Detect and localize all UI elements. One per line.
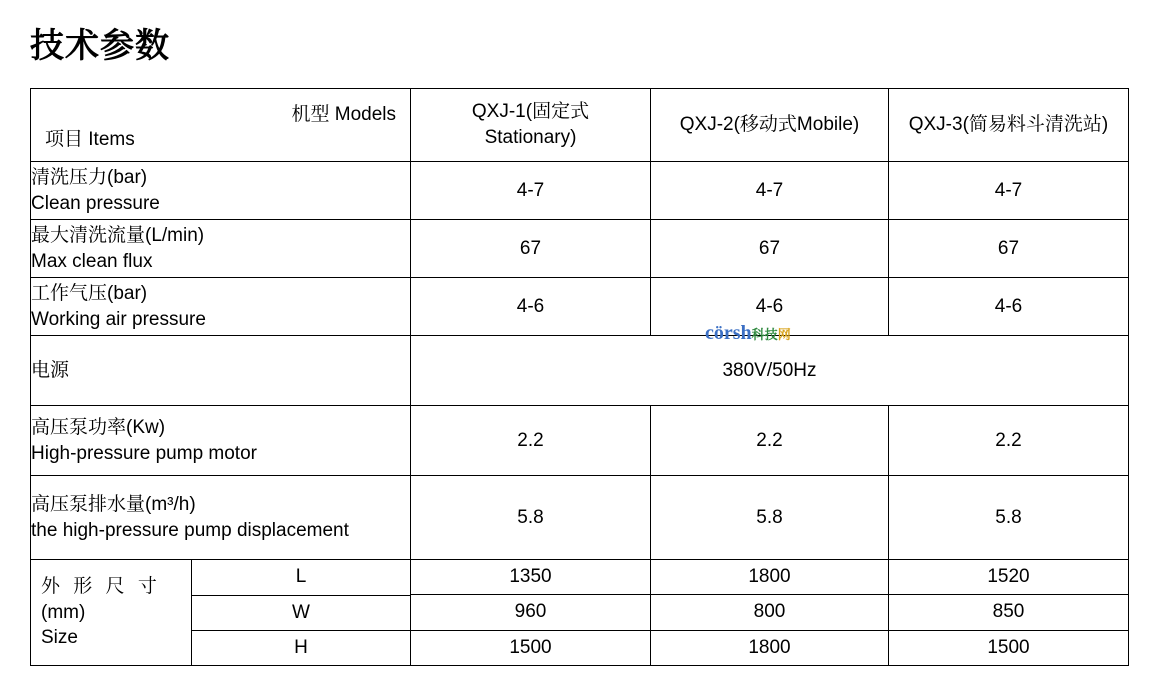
page-title: 技术参数 [30, 27, 170, 65]
cell-size-l-m2: 1800 [651, 560, 889, 595]
cell-size-w-m3: 850 [889, 595, 1129, 630]
cell-clean-pressure-m2: 4-7 [651, 162, 889, 220]
cell-size-l-m1: 1350 [411, 560, 651, 595]
table-header-row [31, 89, 1129, 162]
dim-letter-l: L [192, 560, 410, 595]
header-model-1 [411, 89, 651, 162]
cell-max-clean-flux-m1: 67 [411, 220, 651, 278]
table-row [31, 406, 1129, 476]
header-models-label: 机型 Models [291, 104, 396, 125]
row-label-pump-motor [31, 406, 411, 476]
row-label-pump-displacement [31, 476, 411, 560]
header-model-2-line-1: QXJ-2(移动式Mobile) [679, 114, 860, 136]
cell-clean-pressure-m1: 4-7 [411, 162, 651, 220]
row-label-power-supply [31, 336, 411, 406]
cell-pump-motor-m3: 2.2 [889, 406, 1129, 476]
size-dim-letters-cell [192, 560, 411, 665]
cell-size-w-m1: 960 [411, 595, 651, 630]
header-model-1-line-2: Stationary) [484, 127, 577, 148]
row-label-en: Max clean flux [31, 250, 153, 272]
header-items-models-cell [31, 89, 411, 162]
table-row [31, 278, 1129, 336]
size-label-text-cell [31, 560, 192, 665]
spec-table-container [30, 88, 1128, 666]
dim-letter-h: H [294, 636, 308, 658]
cell-pump-motor-m2: 2.2 [651, 406, 889, 476]
cell-size-h-m1: 1500 [411, 630, 651, 665]
table-row [31, 220, 1129, 278]
cell-clean-pressure-m3: 4-7 [889, 162, 1129, 220]
row-label-cn: 工作气压(bar) [31, 282, 148, 304]
cell-size-w-m2: 800 [651, 595, 889, 630]
row-label-max-clean-flux [31, 220, 411, 278]
cell-pump-displacement-m1: 5.8 [411, 476, 651, 560]
cell-pump-displacement-m3: 5.8 [889, 476, 1129, 560]
row-label-en: the high-pressure pump displacement [31, 519, 349, 541]
cell-power-supply-merged: 380V/50Hz [411, 336, 1129, 406]
watermark-suffix-gold: 网 [777, 327, 791, 342]
cell-size-l-m3: 1520 [889, 560, 1129, 595]
row-label-working-air-pressure [31, 278, 411, 336]
row-label-en: High-pressure pump motor [31, 442, 257, 464]
table-row [31, 162, 1129, 220]
cell-max-clean-flux-m3: 67 [889, 220, 1129, 278]
header-model-3 [889, 89, 1129, 162]
row-label-cn: 电源 [31, 359, 70, 381]
row-label-en: Working air pressure [31, 308, 206, 330]
table-row [31, 476, 1129, 560]
row-label-cn: 最大清洗流量(L/min) [31, 224, 205, 246]
header-model-1-line-1: QXJ-1(固定式 [471, 101, 590, 123]
header-items-label: 项目 Items [45, 129, 135, 150]
size-label-unit: (mm) [41, 601, 86, 623]
cell-max-clean-flux-m2: 67 [651, 220, 889, 278]
cell-pump-motor-m1: 2.2 [411, 406, 651, 476]
cell-working-air-pressure-m2: 4-6 [651, 278, 889, 336]
row-label-cn: 清洗压力(bar) [31, 166, 148, 188]
header-model-2 [651, 89, 889, 162]
row-label-cn: 高压泵排水量(m³/h) [31, 493, 196, 515]
table-row [31, 336, 1129, 406]
size-label-cn: 外 形 尺 寸 [41, 576, 161, 598]
cell-size-h-m3: 1500 [889, 630, 1129, 665]
cell-working-air-pressure-m3: 4-6 [889, 278, 1129, 336]
watermark-main: cörsh [705, 322, 752, 344]
cell-working-air-pressure-m1: 4-6 [411, 278, 651, 336]
cell-size-h-m2: 1800 [651, 630, 889, 665]
technical-parameters-table [30, 88, 1129, 666]
table-row [31, 560, 1129, 595]
row-label-size [31, 560, 411, 666]
row-label-clean-pressure [31, 162, 411, 220]
row-label-cn: 高压泵功率(Kw) [31, 416, 166, 438]
row-label-en: Clean pressure [31, 192, 160, 214]
watermark-suffix-green: 科技 [751, 327, 778, 342]
header-model-3-line-1: QXJ-3(简易料斗清洗站) [908, 114, 1109, 136]
size-label-en: Size [41, 627, 78, 649]
dim-letter-w: W [192, 595, 410, 630]
cell-pump-displacement-m2: 5.8 [651, 476, 889, 560]
